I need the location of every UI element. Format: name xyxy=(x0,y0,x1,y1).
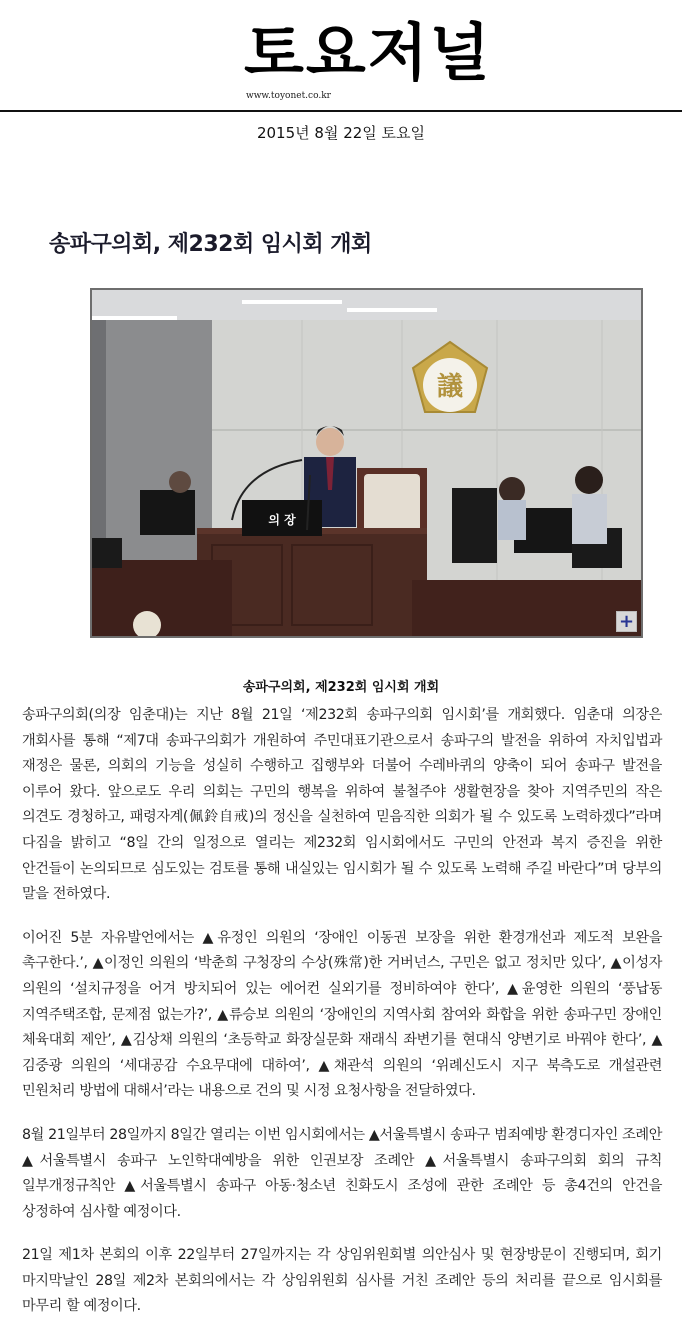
svg-text:議: 議 xyxy=(436,372,464,402)
svg-text:의 장: 의 장 xyxy=(268,513,296,527)
masthead xyxy=(0,0,682,110)
article-headline: 송파구의회, 제232회 임시회 개회 xyxy=(49,231,372,257)
photo-caption: 송파구의회, 제232회 임시회 개회 xyxy=(242,680,440,695)
article-paragraph: 8월 21일부터 28일까지 8일간 열리는 이번 임시회에서는 ▲서울특별시 송파구 범죄예방 환경디자인 조례안 ▲서울특별시 송파구 노인학대예방을 위한 인권보장 조례안 ▲서울특별시 송파구의회 회의 규칙 일부개정규칙안 ▲서울특별시 송파구 아동·청소년 친화도시 조성에 관한 조례안 등 총4건의 안건을 상정하여 심사할 예정이다. xyxy=(22,1126,662,1220)
article-photo[interactable] xyxy=(90,288,643,638)
issue-date: 2015년 8월 22일 토요일 xyxy=(256,124,426,142)
header-divider xyxy=(0,110,682,112)
logo-url: www.toyonet.co.kr xyxy=(246,91,331,101)
expand-photo-button[interactable]: + xyxy=(616,611,637,632)
newspaper-logo[interactable]: 토요저널 xyxy=(244,16,492,89)
article-paragraph: 이어진 5분 자유발언에서는 ▲유정인 의원의 ‘장애인 이동권 보장을 위한 환경개선과 제도적 보완을 촉구한다.’, ▲이정인 의원의 ‘박춘희 구청장의 수상(殊常)한 거버넌스, 구민은 없고 정치만 있다’, ▲이성자 의원의 ‘설치규정을 어겨 방치되어 있는 에어컨 실외기를 정비하여야 한다’, ▲윤영한 의원의 ‘풍납동 지역주택조합, 문제점 없는가?’, ▲류승보 의원의 ‘장애인의 지역사회 참여와 화합을 위한 송파구민 장애인 체육대회 제안’, ▲김상채 의원의 ‘초등학교 화장실문화 재래식 좌변기를 현대식 양변기로 바꿔야 한다’, ▲김중광 의원의 ‘세대공감 수요무대에 대하여’, ▲채관석 의원의 ‘위례신도시 지구 북측도로 개설관련 민원처리 방법에 대해서’라는 내용으로 건의 및 시정 요청사항을 전달하였다. xyxy=(22,929,662,1100)
article-body xyxy=(22,703,662,1338)
article-paragraph: 송파구의회(의장 임춘대)는 지난 8월 21일 ‘제232회 송파구의회 임시회’를 개회했다. 임춘대 의장은 개회사를 통해 “제7대 송파구의회가 개원하여 주민대표기관으로서 송파구의 발전을 위하여 자치입법과 재정은 물론, 의회의 기능을 성실히 수행하고 집행부와 더불어 수레바퀴의 양축이 되어 송파구 발전을 이루어 왔다. 앞으로도 우리 의회는 구민의 행복을 위하여 불철주야 생활현장을 찾아 지역주민의 작은 의견도 경청하고, 패령자계(佩鈴自戒)의 정신을 실천하여 믿음직한 의회가 될 수 있도록 노력하겠다”라며 다짐을 밝히고 “8일 간의 일정으로 열리는 제232회 임시회에서도 구민의 안전과 복지 증진을 위한 안건들이 논의되므로 심도있는 검토를 통해 내실있는 임시회가 될 수 있도록 노력해 주길 바란다”며 당부의 말을 전하였다. xyxy=(22,707,662,903)
council-chamber-photo xyxy=(92,290,641,636)
article-paragraph: 21일 제1차 본회의 이후 22일부터 27일까지는 각 상임위원회별 의안심사 및 현장방문이 진행되며, 회기 마지막날인 28일 제2차 본회의에서는 각 상임위원회 심사를 거친 조례안 등의 처리를 끝으로 임시회를 마무리 할 예정이다. xyxy=(22,1247,662,1315)
